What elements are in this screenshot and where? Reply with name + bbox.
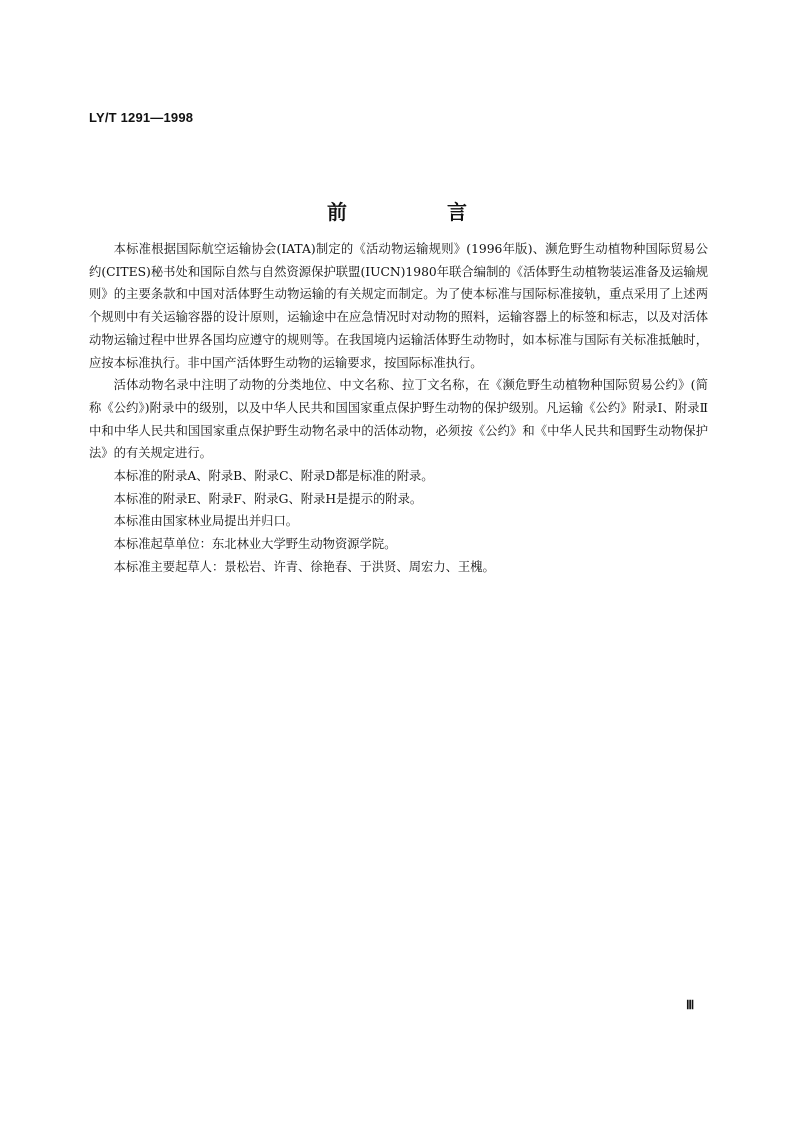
standard-code: LY/T 1291—1998: [89, 110, 194, 125]
paragraph-basis: 本标准根据国际航空运输协会(IATA)制定的《活动物运输规则》(1996年版)、濒危野生动植物种国际贸易公约(CITES)秘书处和国际自然与自然资源保护联盟(IUCN)1980年联合编制的《活体野生动植物装运准备及运输规则》的主要条款和中国对活体野生动物运输的有关规定而制定。为了使本标准与国际标准接轨，重点采用了上述两个规则中有关运输容器的设计原则，运输途中在应急情况时对动物的照料，运输容器上的标签和标志，以及对活体动物运输过程中世界各国均应遵守的规则等。在我国境内运输活体野生动物时，如本标准与国际有关标准抵触时，应按本标准执行。非中国产活体野生动物的运输要求，按国际标准执行。: [89, 242, 708, 370]
paragraph-drafting-unit: 本标准起草单位：东北林业大学野生动物资源学院。: [113, 537, 397, 552]
paragraph-species-list: 活体动物名录中注明了动物的分类地位、中文名称、拉丁文名称，在《濒危野生动植物种国际贸易公约》(简称《公约》)附录中的级别，以及中华人民共和国国家重点保护野生动物的保护级别。凡运输《公约》附录Ⅰ、附录Ⅱ中和中华人民共和国国家重点保护野生动物名录中的活体动物，必须按《公约》和《中华人民共和国野生动物保护法》的有关规定进行。: [89, 378, 708, 461]
page-number: Ⅲ: [686, 998, 695, 1012]
foreword-body: [89, 238, 708, 579]
page-title: 前 言: [327, 200, 507, 224]
paragraph-normative-annexes: 本标准的附录A、附录B、附录C、附录D都是标准的附录。: [113, 469, 434, 484]
paragraph-informative-annexes: 本标准的附录E、附录F、附录G、附录H是提示的附录。: [113, 491, 423, 506]
paragraph-proposer: 本标准由国家林业局提出并归口。: [113, 514, 299, 529]
paragraph-drafters: 本标准主要起草人：景松岩、许青、徐艳春、于洪贤、周宏力、王槐。: [113, 559, 495, 574]
